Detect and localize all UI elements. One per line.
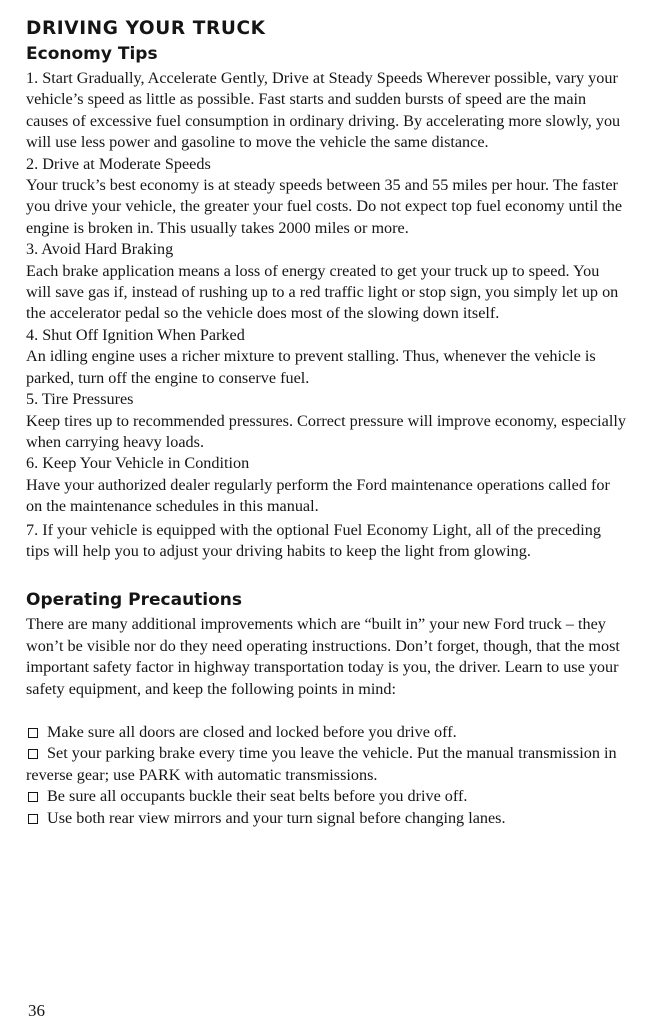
- checklist-item: [26, 808, 626, 829]
- tip-title: 4. Shut Off Ignition When Parked: [26, 325, 245, 344]
- page-number: 36: [28, 1001, 45, 1020]
- tip-title: 7. If your vehicle is equipped with the optional Fuel Economy Light, all of the preceding tips will help you to adjust your driving habits to keep the light from glowing.: [26, 520, 601, 560]
- tip-title: 1. Start Gradually, Accelerate Gently, Drive at Steady Speeds Wherever possible, vary your vehicle’s speed as little as possible. Fast starts and sudden bursts of speed are the main causes of excessive fuel consumption in ordinary driving. By accelerating more slowly, you will use less power and gasoline to move the vehicle the same distance.: [26, 69, 621, 152]
- checklist-item-text: Use both rear view mirrors and your turn signal before changing lanes.: [47, 808, 506, 827]
- checkbox-icon: [28, 814, 38, 824]
- operating-precautions-intro: There are many additional improvements which are “built in” your new Ford truck – they won’t be visible nor do they need operating instructions. Don’t forget, though, that the most important safety factor in highway transportation today is you, the driver. Learn to use your safety equipment, and keep the following points in mind:: [26, 615, 620, 698]
- tip-6: [26, 453, 626, 517]
- tip-4: [26, 325, 626, 389]
- tip-5: [26, 389, 626, 453]
- manual-page: [26, 16, 626, 829]
- tip-title: 6. Keep Your Vehicle in Condition: [26, 454, 250, 473]
- tip-body: An idling engine uses a richer mixture to prevent stalling. Thus, whenever the vehicle is parked, turn off the engine to conserve fuel.: [26, 347, 596, 387]
- checklist-item: [26, 743, 626, 786]
- checklist-item: [26, 722, 626, 743]
- checkbox-icon: [28, 749, 38, 759]
- tip-body: Keep tires up to recommended pressures. Correct pressure will improve economy, especially when carrying heavy loads.: [26, 411, 626, 451]
- tip-title: 2. Drive at Moderate Speeds: [26, 154, 211, 173]
- operating-precautions-heading: Operating Precautions: [26, 590, 243, 611]
- precautions-checklist: [26, 722, 626, 829]
- checkbox-icon: [28, 792, 38, 802]
- section-heading: DRIVING YOUR TRUCK: [26, 18, 266, 39]
- tip-2: [26, 154, 626, 240]
- tip-1: [26, 68, 626, 154]
- economy-tips-heading: Economy Tips: [26, 44, 158, 64]
- tip-3: [26, 239, 626, 325]
- checkbox-icon: [28, 728, 38, 738]
- tip-title: 3. Avoid Hard Braking: [26, 240, 174, 259]
- tip-body: Your truck’s best economy is at steady speeds between 35 and 55 miles per hour. The faster you drive your vehicle, the greater your fuel costs. Do not expect top fuel economy until the engine is broken in. This usually takes 2000 miles or more.: [26, 176, 623, 237]
- tip-body: Have your authorized dealer regularly perform the Ford maintenance operations called for on the maintenance schedules in this manual.: [26, 475, 610, 516]
- tip-body: Each brake application means a loss of energy created to get your truck up to speed. You will save gas if, instead of rushing up to a red traffic light or stop sign, you simply let up on the accelerator pedal so the vehicle does most of the slowing down itself.: [26, 261, 619, 323]
- economy-tips-list: [26, 68, 626, 562]
- tip-title: 5. Tire Pressures: [26, 390, 134, 409]
- checklist-item-text: Be sure all occupants buckle their seat belts before you drive off.: [47, 787, 468, 806]
- checklist-item-text: Make sure all doors are closed and locked before you drive off.: [47, 722, 457, 741]
- checklist-item: [26, 786, 626, 807]
- tip-7: [26, 520, 626, 563]
- checklist-item-text: Set your parking brake every time you leave the vehicle. Put the manual transmission in reverse gear; use PARK with automatic transmissions.: [26, 744, 617, 784]
